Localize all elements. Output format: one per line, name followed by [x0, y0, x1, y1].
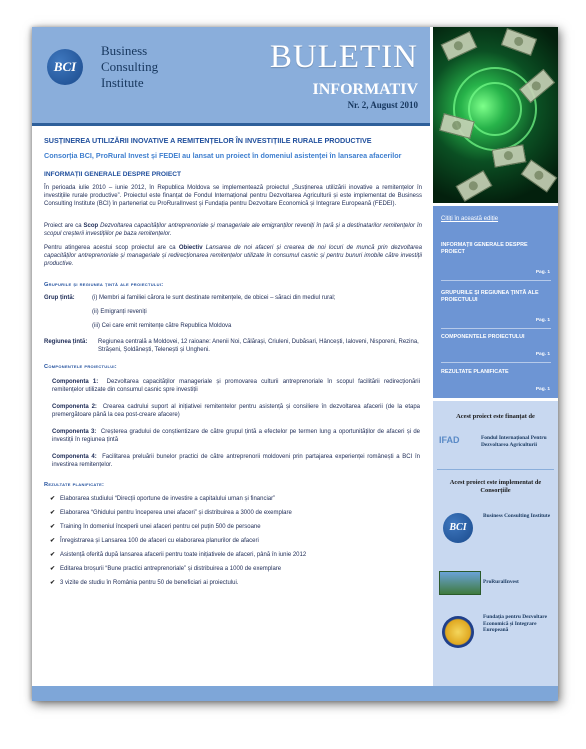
toc-item-general-info[interactable]: INFORMAȚII GENERALE DESPRE PROIECT [441, 242, 528, 255]
component-label: Componenta 4: [52, 454, 97, 460]
components-heading: Componentele proiectului: [44, 364, 117, 370]
result-item [50, 579, 420, 587]
toc-page: Pag. 1 [535, 352, 550, 357]
component-2 [52, 403, 420, 419]
goal-text: Dezvoltarea capacităților antreprenoriale și manageriale ale emigranților reveniți în țară și a destinatarilor remitențelor în scopul creșterii investițiilor pe baza remitențelor. [44, 223, 422, 238]
checkmark-icon: ✔ [50, 552, 56, 558]
fedei-logo [442, 616, 474, 648]
fedei-name: Fundația pentru Dezvoltare Economică și Integrare Europeană [483, 614, 547, 634]
result-item [50, 523, 420, 531]
result-item [50, 495, 420, 503]
component-label: Componenta 1: [52, 379, 99, 385]
toc-divider [441, 328, 551, 329]
component-1 [52, 378, 420, 394]
toc-page: Pag. 1 [535, 318, 550, 323]
component-label: Componenta 2: [52, 404, 97, 410]
banknote-icon [456, 170, 493, 202]
org-name-line-1: Business [101, 43, 148, 58]
article-subtitle: Consorția BCI, ProRural Invest și FEDEI au lansat un proiect în domeniul asistenței în lansarea afacerilor [44, 151, 402, 160]
toc-divider [441, 280, 551, 281]
banknote-icon [492, 144, 527, 167]
results-heading: Rezultate planificate: [44, 482, 105, 488]
ifad-name: Fondul Internațional Pentru Dezvoltarea Agriculturii [481, 435, 547, 448]
goal-keyword: Scop [83, 223, 99, 229]
result-item [50, 537, 420, 545]
toc-item-results[interactable]: REZULTATE PLANIFICATE [441, 369, 509, 375]
proruralinvest-name: ProRuralInvest [483, 579, 519, 585]
component-text: Dezvoltarea capacităților manageriale și promovarea culturii antreprenoriale în scopul facilitării redirecționării remitențelor utilizate din consumul casnic spre investiții [52, 379, 420, 394]
result-text: Înregistrarea și Lansarea 100 de afaceri cu elaborarea planurilor de afaceri [60, 538, 259, 544]
checkmark-icon: ✔ [50, 566, 56, 572]
result-text: Elaborarea “Ghidului pentru începerea unei afaceri” și distribuirea a 3000 de exemplare [60, 510, 292, 516]
bci-partner-logo: BCI [443, 513, 473, 543]
component-3 [52, 428, 420, 444]
org-name [101, 43, 211, 91]
goal-paragraph [44, 222, 422, 238]
newsletter-page [32, 27, 558, 701]
money-growth-image [433, 27, 558, 203]
ifad-logo-text: IFAD [439, 435, 460, 445]
objective-text: Lansarea de noi afaceri și crearea de noi locuri de muncă prin dezvoltarea capacităților antreprenoriale și manageriale și redirecționarea remitențelor utilizate în consumul casnic și pentru bunuri imobile către investiții productive. [44, 245, 422, 268]
panel-divider [437, 469, 554, 470]
newsletter-title: BULETIN [269, 39, 418, 75]
target-heading: Grupurile și regiunea țintă ale proiectului: [44, 282, 164, 288]
table-of-contents [433, 206, 558, 398]
target-item: (ii) Emigranți reveniți [92, 309, 147, 315]
footer-band [32, 686, 558, 701]
header-band [32, 27, 430, 126]
general-info-paragraph: În perioada iulie 2010 – iunie 2012, în Republica Moldova se implementează proiectul „Susținerea utilizării inovative a remitențelor în investițiile rurale productive”. Proiectul este finanțat de Fondul Internațional pentru Dezvoltarea Agriculturii și este implementat de Business Consulting Institute (BCI) în parteneriat cu ProRuralInvest și Fundația pentru Dezvoltare Economică și Integrare Europeană (FEDEI). [44, 185, 422, 208]
bci-logo: BCI [47, 49, 83, 85]
component-text: Creșterea gradului de conștientizare de către grupul țintă a efectelor pe termen lung a oportunităților de afaceri și de investiții în regiunea țintă [52, 429, 420, 444]
proruralinvest-logo [439, 571, 481, 595]
toc-item-components[interactable]: COMPONENTELE PROIECTULUI [441, 334, 525, 340]
implemented-by-heading: Acest proiect este implementat de Consorțiile [449, 479, 542, 494]
toc-title[interactable]: Citiți în această ediție [441, 216, 499, 222]
funded-by-heading: Acest proiect este finanțat de [456, 413, 535, 420]
result-text: Editarea broșurii “Bune practici antreprenoriale” și distribuirea a 1000 de exemplare [60, 566, 282, 572]
target-group-label: Grup țintă: [44, 295, 75, 301]
checkmark-icon: ✔ [50, 496, 56, 502]
checkmark-icon: ✔ [50, 510, 56, 516]
toc-page: Pag. 1 [535, 387, 550, 392]
issue-number: Nr. 2, August 2010 [347, 100, 418, 110]
component-text: Crearea cadrului suport al inițiativei remitentelor pentru asistență și consiliere în dezvoltarea afacerii (de la etapa premergătoare până la cea post-creare afacere) [52, 404, 420, 419]
sponsors-panel [433, 401, 558, 686]
banknote-icon [441, 31, 478, 61]
result-item [50, 565, 420, 573]
result-text: Training în domeniul începerii unei afaceri pentru cel puțin 500 de persoane [60, 524, 261, 530]
checkmark-icon: ✔ [50, 580, 56, 586]
objective-keyword: Obiectiv [178, 245, 203, 251]
article-body [32, 126, 430, 686]
glow-ring [468, 82, 522, 136]
result-item [50, 551, 420, 559]
toc-divider [441, 362, 551, 363]
article-title: SUSȚINEREA UTILIZĂRII INOVATIVE A REMITENȚELOR ÎN INVESTIȚIILE RURALE PRODUCTIVE [44, 136, 372, 145]
target-region-label: Regiunea țintă: [44, 339, 88, 345]
component-text: Facilitarea preluării bunelor practici de către antreprenorii moldoveni prin partajarea experienței românești a BCI în investirea remitențelor. [52, 454, 420, 469]
result-text: 3 vizite de studiu în România pentru 50 de beneficiari ai proiectului. [60, 580, 239, 586]
ifad-logo [439, 435, 460, 445]
target-item: (iii) Cei care emit remitențe către Republica Moldova [92, 323, 232, 329]
newsletter-subtitle: INFORMATIV [312, 81, 418, 98]
target-item: (i) Membri ai familiei cărora le sunt destinate remitențele, de obicei – săraci din mediul rural; [92, 295, 336, 301]
result-item [50, 509, 420, 517]
goal-lead: Proiect are ca [44, 223, 84, 229]
result-text: Elaborarea studiului “Direcții oportune de investire a capitalului uman și financiar” [60, 496, 276, 502]
banknote-icon [501, 28, 537, 56]
checkmark-icon: ✔ [50, 524, 56, 530]
component-4 [52, 453, 420, 469]
org-name-line-3: Institute [101, 75, 144, 90]
objective-lead: Pentru atingerea acestui scop proiectul are ca [44, 245, 179, 251]
general-info-heading: INFORMAȚII GENERALE DESPRE PROIECT [44, 171, 182, 178]
component-label: Componenta 3: [52, 429, 97, 435]
org-name-line-2: Consulting [101, 59, 159, 74]
objective-paragraph [44, 244, 422, 269]
bci-partner-name: Business Consulting Institute [483, 513, 551, 519]
toc-page: Pag. 1 [535, 270, 550, 275]
toc-item-target-groups[interactable]: GRUPURILE ȘI REGIUNEA ȚINTĂ ALE PROIECTULUI [441, 290, 539, 303]
result-text: Asistență oferită după lansarea afacerii pentru toate inițiativele de afaceri, până în iunie 2012 [60, 552, 307, 558]
banknote-icon [521, 159, 558, 192]
checkmark-icon: ✔ [50, 538, 56, 544]
target-region-text: Regiunea centrală a Moldovei, 12 raioane: Anenii Noi, Călărași, Criuleni, Dubăsari, Hâncești, Ialoveni, Nisporeni, Rezina, Strășeni, Șoldănești, Telenești și Ungheni. [98, 339, 419, 353]
